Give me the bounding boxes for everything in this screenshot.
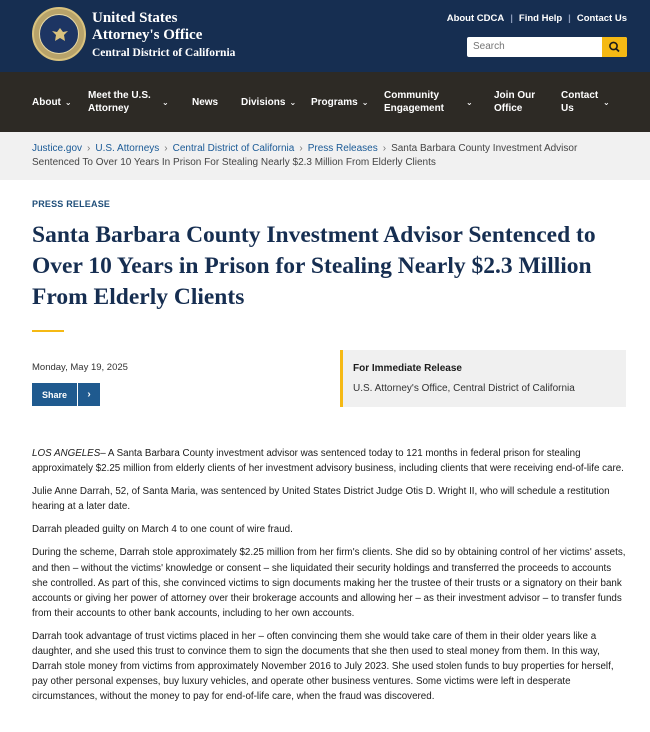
release-title: For Immediate Release [353,363,462,374]
nav-label: News [192,96,219,108]
breadcrumb-current: Santa Barbara County Investment Advisor Sentenced To Over 10 Years In Prison For Stealing Nearly $2.3 Million From Elderly Clients [32,143,578,168]
article-body [32,446,628,712]
paragraph: Darrah took advantage of trust victims placed in her – often convincing them she would take care of them in their older years like a daughter, and she used this trust to convince them to sign the documents that she then used to steal money from them. In this way, Darrah stole money from victims from approximately November 2016 to July 2023. She used stolen funds to buy properties for herself, pay other personal expenses, buy luxury vehicles, and operate other business ventures. Some victims were left in desperate circumstances, without the money to pay for end-of-life care, when the fraud was discovered. [32,630,614,703]
nav-label [384,89,462,115]
release-office: U.S. Attorney's Office, Central District of California [353,383,575,394]
nav-label: About [32,96,61,108]
nav-label-line1: Meet the U.S. [88,90,151,101]
brand-title-line2: Attorney's Office [92,27,203,43]
dateline: LOS ANGELES [32,448,101,459]
paragraph: Darrah pleaded guilty on March 4 to one count of wire fraud. [32,524,293,536]
page-title: Santa Barbara County Investment Advisor Sentenced to Over 10 Years in Prison for Stealing Nearly $2.3 Million From Elderly Clients [32,222,596,310]
eagle-icon [50,25,70,45]
nav-label-line1: Contact [561,90,599,101]
nav-label: Divisions [241,96,286,108]
breadcrumb-separator: › [87,143,91,154]
breadcrumb-separator: › [299,143,303,154]
chevron-down-icon: ⌄ [289,97,297,107]
contact-us-link[interactable]: Contact Us [576,13,627,24]
nav-label-line2: Us [561,103,574,114]
search-placeholder: Search [473,41,505,52]
find-help-link[interactable]: Find Help [518,13,563,24]
nav-label [561,89,599,115]
about-cdca-link[interactable]: About CDCA [446,13,505,24]
nav-label [88,89,158,115]
utility-links [447,13,627,24]
chevron-down-icon: ⌄ [466,97,473,107]
chevron-down-icon: ⌄ [361,97,369,107]
breadcrumb-cdca[interactable]: Central District of California [172,143,295,154]
article-date: Monday, May 19, 2025 [32,362,128,373]
seal-inner [39,14,79,54]
title-rule [32,330,64,332]
nav-label [494,89,535,115]
site-brand[interactable] [92,10,235,61]
chevron-right-icon: › [77,383,100,406]
release-box [340,350,626,407]
nav-label-line2: Office [494,103,523,114]
share-label: Share [42,389,68,400]
brand-subtitle: Central District of California [92,47,236,59]
chevron-down-icon: ⌄ [162,97,169,107]
breadcrumb-press-releases[interactable]: Press Releases [307,143,378,154]
nav-label-line2: Attorney [88,103,130,114]
breadcrumb [0,132,650,180]
nav-community-engagement[interactable] [384,89,473,115]
breadcrumb-us-attorneys[interactable]: U.S. Attorneys [95,143,160,154]
nav-label-line1: Community [384,90,439,101]
nav-news[interactable] [192,96,218,109]
nav-about[interactable] [32,96,72,109]
paragraph: During the scheme, Darrah stole approximately $2.25 million from her firm's clients. She did so by obtaining control of her victims' assets, and then – without the victims' knowledge or consent – she liquidated their security holdings and transferred the proceeds to accounts she controlled. As part of this, she convinced victims to sign documents making her the trustee of their trusts or a signatory on their bank accounts or giving her power of attorney over their brokerage accounts and allowing her – as their investment advisor – to transfer funds from their accounts to other bank accounts, including to her own accounts. [32,547,626,619]
nav-label-line1: Join Our [494,90,536,101]
divider: | [568,13,571,24]
paragraph: Julie Anne Darrah, 52, of Santa Maria, was sentenced by United States District Judge Otis D. Wright II, who will schedule a restitution hearing at a later date. [32,486,610,513]
paragraph-text: – A Santa Barbara County investment advisor was sentenced today to 121 months in federal prison for stealing approximately $2.25 million from elderly clients of her investment advisory business, including clients that were receiving end-of-life care. [32,448,624,475]
doj-seal-logo[interactable] [32,7,86,61]
brand-title-line1: United States [92,10,178,26]
divider: | [510,13,513,24]
nav-programs[interactable] [311,96,368,109]
article-kicker: PRESS RELEASE [32,199,111,209]
nav-meet-attorney[interactable] [88,89,169,115]
nav-join-office[interactable] [494,89,535,115]
search-input[interactable] [467,37,627,57]
breadcrumb-separator: › [382,143,387,154]
nav-divisions[interactable] [241,96,296,109]
nav-label-line2: Engagement [384,103,445,114]
nav-contact-us[interactable] [561,89,610,115]
site-header [0,0,650,72]
paragraph [32,446,628,476]
search-icon [602,37,627,57]
breadcrumb-separator: › [164,143,168,154]
breadcrumb-justice-gov[interactable]: Justice.gov [32,143,83,154]
search-button[interactable] [602,37,627,57]
nav-label: Programs [311,96,358,108]
main-nav [0,72,650,132]
share-button[interactable] [32,383,100,406]
chevron-down-icon: ⌄ [603,97,610,107]
chevron-down-icon: ⌄ [64,97,72,107]
